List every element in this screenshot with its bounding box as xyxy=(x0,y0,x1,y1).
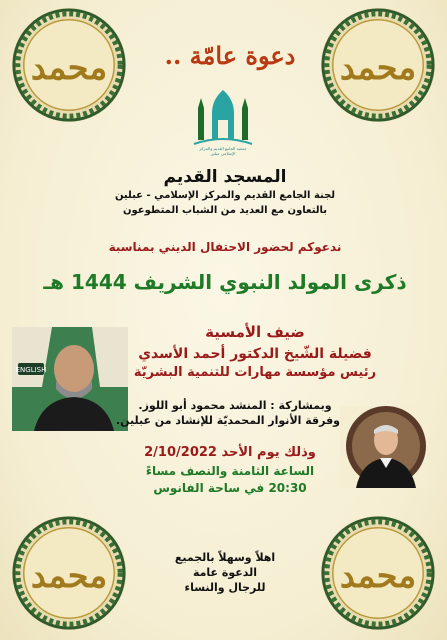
participation-line-2: وفرقة الأنوار المحمديّة للإنشاد من عبلين. xyxy=(115,414,340,427)
calligraphy-medallion-bottom-left xyxy=(10,514,128,632)
occasion-title: ذكرى المولد النبوي الشريف 1444 هـ xyxy=(43,270,407,294)
medallion-calligraphy: محمد xyxy=(30,555,108,595)
invitation-title: دعوة عامّة .. xyxy=(164,41,296,70)
munshid-photo xyxy=(340,406,428,488)
guest-title: رئيس مؤسسة مهارات للتنمية البشريّة xyxy=(133,365,377,380)
organization-line-2: بالتعاون مع العديد من الشباب المتطوعون xyxy=(122,205,328,216)
guest-label: ضيف الأمسية xyxy=(205,323,305,341)
welcome-line-2: الدعوة عامة xyxy=(192,566,258,579)
medallion-calligraphy: محمد xyxy=(30,47,108,87)
welcome-line-1: اهلاً وسهلاً بالجميع xyxy=(174,551,276,564)
event-time: الساعة الثامنة والنصف مساءً xyxy=(145,464,315,478)
participation-line-1: وبمشاركة : المنشد محمود أبو اللوز. xyxy=(138,399,332,412)
calligraphy-medallion-top-left xyxy=(10,6,128,124)
welcome-line-3: للرجال والنساء xyxy=(184,581,266,594)
event-date: وذلك يوم الأحد 2/10/2022 xyxy=(144,445,316,460)
event-place: 20:30 في ساحة الفانوس xyxy=(153,481,307,495)
medallion-calligraphy: محمد xyxy=(339,47,417,87)
guest-photo xyxy=(12,327,128,431)
organization-line-1: لجنة الجامع القديم والمركز الإسلامي - عبلين xyxy=(114,190,336,201)
logo-caption: جمعية الجامع القديم والمركز الإسلامي عبلين xyxy=(199,146,247,156)
medallion-calligraphy: محمد xyxy=(339,555,417,595)
calligraphy-medallion-top-right xyxy=(319,6,437,124)
organization-name: المسجد القديم xyxy=(163,167,287,187)
invite-line: ندعوكم لحضور الاحتفال الديني بمناسبة xyxy=(108,240,342,254)
photo-badge: ENGLISH xyxy=(15,366,47,374)
calligraphy-medallion-bottom-right xyxy=(319,514,437,632)
guest-name: فضيلة الشّيخ الدكتور أحمد الأسدي xyxy=(138,346,372,362)
